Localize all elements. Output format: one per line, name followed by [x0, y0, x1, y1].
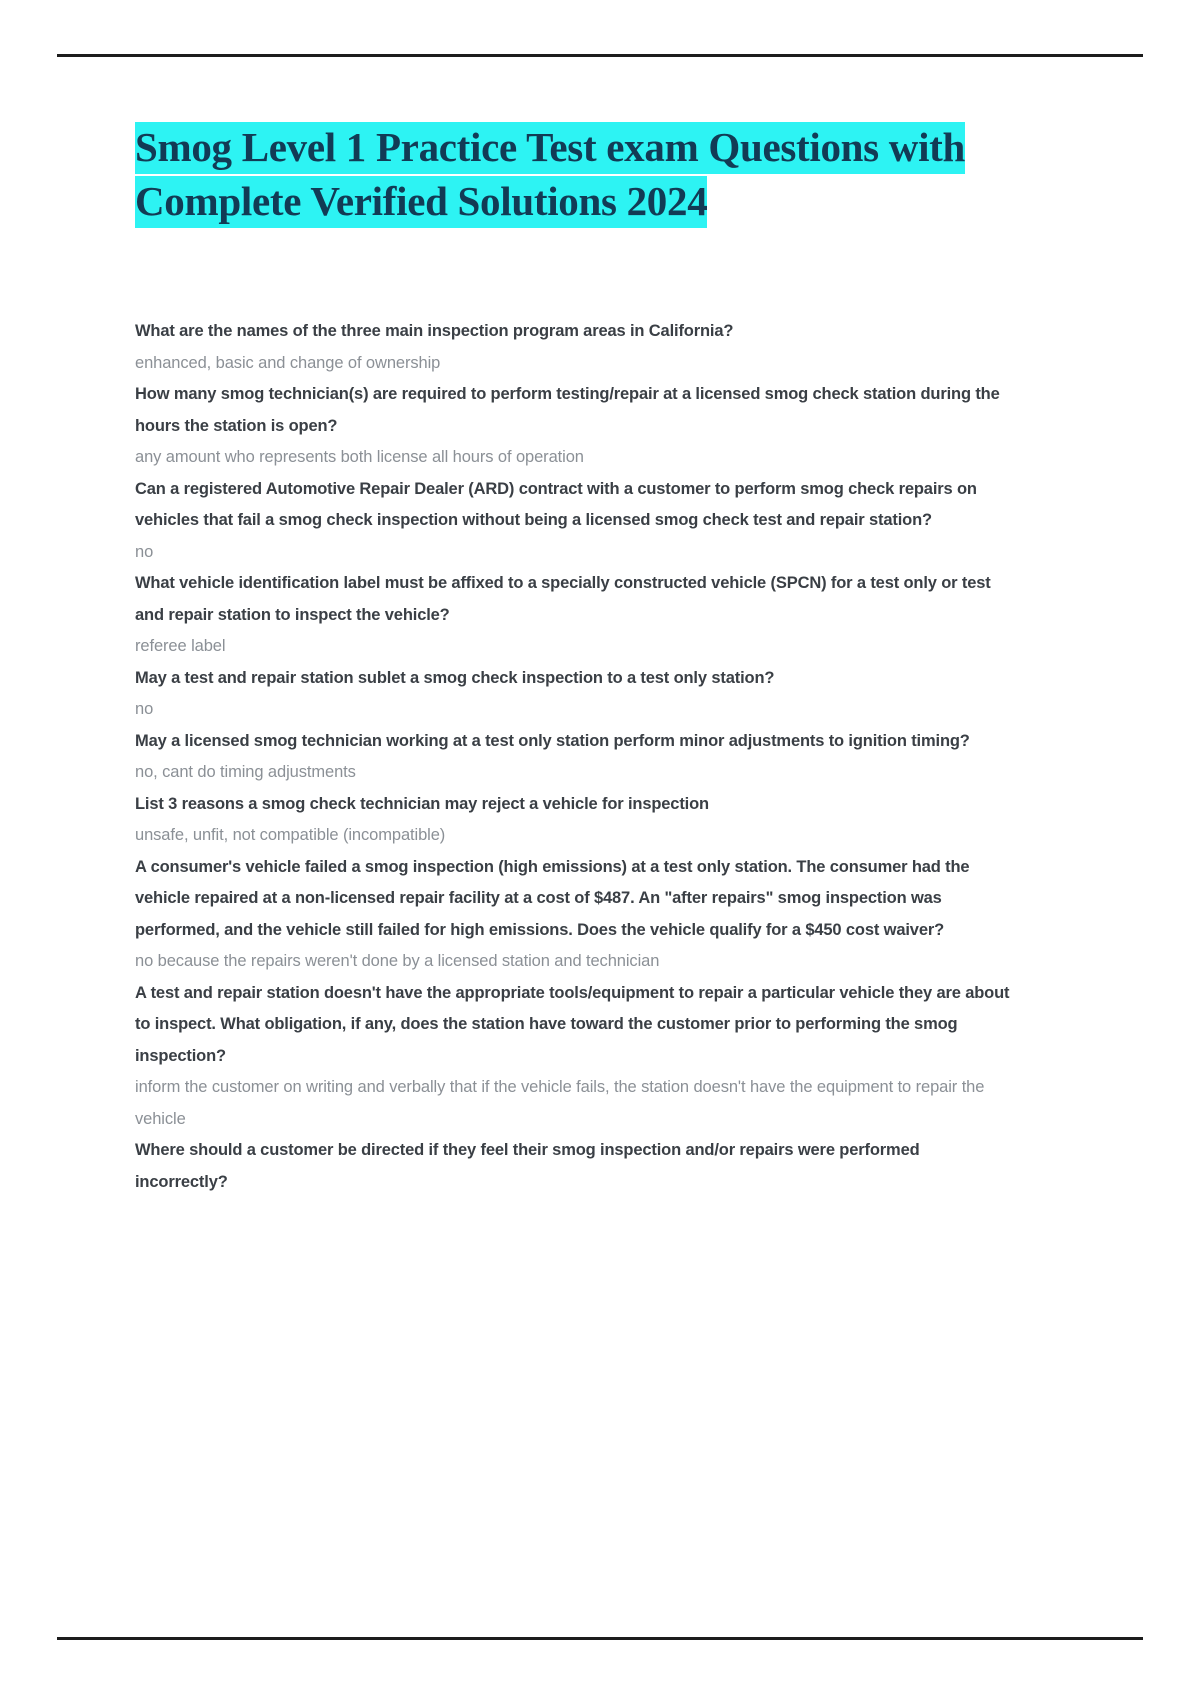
qa-block: [135, 852, 1010, 978]
question-text: How many smog technician(s) are required to perform testing/repair at a licensed smog check station during the hours the station is open?: [135, 385, 1000, 435]
qa-block: [135, 379, 1010, 474]
page-header-rule: [57, 54, 1143, 57]
answer-text: referee label: [135, 637, 226, 655]
page-title-line-1: Smog Level 1 Practice Test exam Questions: [135, 124, 879, 170]
qa-block: [135, 474, 1010, 569]
question-answer-list: [135, 316, 1010, 1198]
answer-text: inform the customer on writing and verbally that if the vehicle fails, the station doesn't have the equipment to repair the vehicle: [135, 1078, 985, 1128]
answer-text: enhanced, basic and change of ownership: [135, 353, 441, 372]
page-footer-rule: [57, 1637, 1143, 1640]
question-text: May a licensed smog technician working at a test only station perform minor adjustments to ignition timing?: [135, 731, 970, 750]
qa-block: [135, 789, 1010, 852]
document-content: [135, 120, 1010, 1198]
question-text: What are the names of the three main inspection program areas in California?: [135, 322, 734, 340]
qa-block: [135, 568, 1010, 663]
qa-block: [135, 1135, 1010, 1198]
question-text: Can a registered Automotive Repair Dealer (ARD) contract with a customer to perform smog check repairs on vehicles that fail a smog check inspection without being a licensed smog check test and repair station?: [135, 479, 977, 529]
page-title: [135, 120, 1010, 228]
qa-block: [135, 978, 1010, 1136]
question-text: List 3 reasons a smog check technician may reject a vehicle for inspection: [135, 794, 709, 813]
answer-text: no because the repairs weren't done by a licensed station and technician: [135, 952, 660, 970]
question-text: A consumer's vehicle failed a smog inspection (high emissions) at a test only station. The consumer had the vehicle repaired at a non-licensed repair facility at a cost of $487. An "after repairs" smog inspection was performed, and the vehicle still failed for high emissions. Does the vehicle qualify for a $450 cost waiver?: [135, 857, 970, 939]
page-title-line-2: with Complete Verified Solutions 2024: [135, 124, 966, 224]
question-text: What vehicle identification label must be affixed to a specially constructed vehicle (SPCN) for a test only or test and repair station to inspect the vehicle?: [135, 574, 991, 624]
answer-text: any amount who represents both license all hours of operation: [135, 448, 584, 466]
question-text: May a test and repair station sublet a smog check inspection to a test only station?: [135, 668, 775, 687]
answer-text: no: [135, 542, 154, 561]
qa-block: [135, 316, 1010, 379]
question-text: A test and repair station doesn't have the appropriate tools/equipment to repair a particular vehicle they are about to inspect. What obligation, if any, does the station have toward the customer prior to performing the smog inspection?: [135, 983, 1010, 1065]
answer-text: no: [135, 700, 154, 718]
question-text: Where should a customer be directed if they feel their smog inspection and/or repairs were performed incorrectly?: [135, 1141, 920, 1191]
qa-block: [135, 726, 1010, 789]
answer-text: unsafe, unfit, not compatible (incompatible): [135, 826, 446, 844]
qa-block: [135, 663, 1010, 726]
answer-text: no, cant do timing adjustments: [135, 763, 356, 781]
